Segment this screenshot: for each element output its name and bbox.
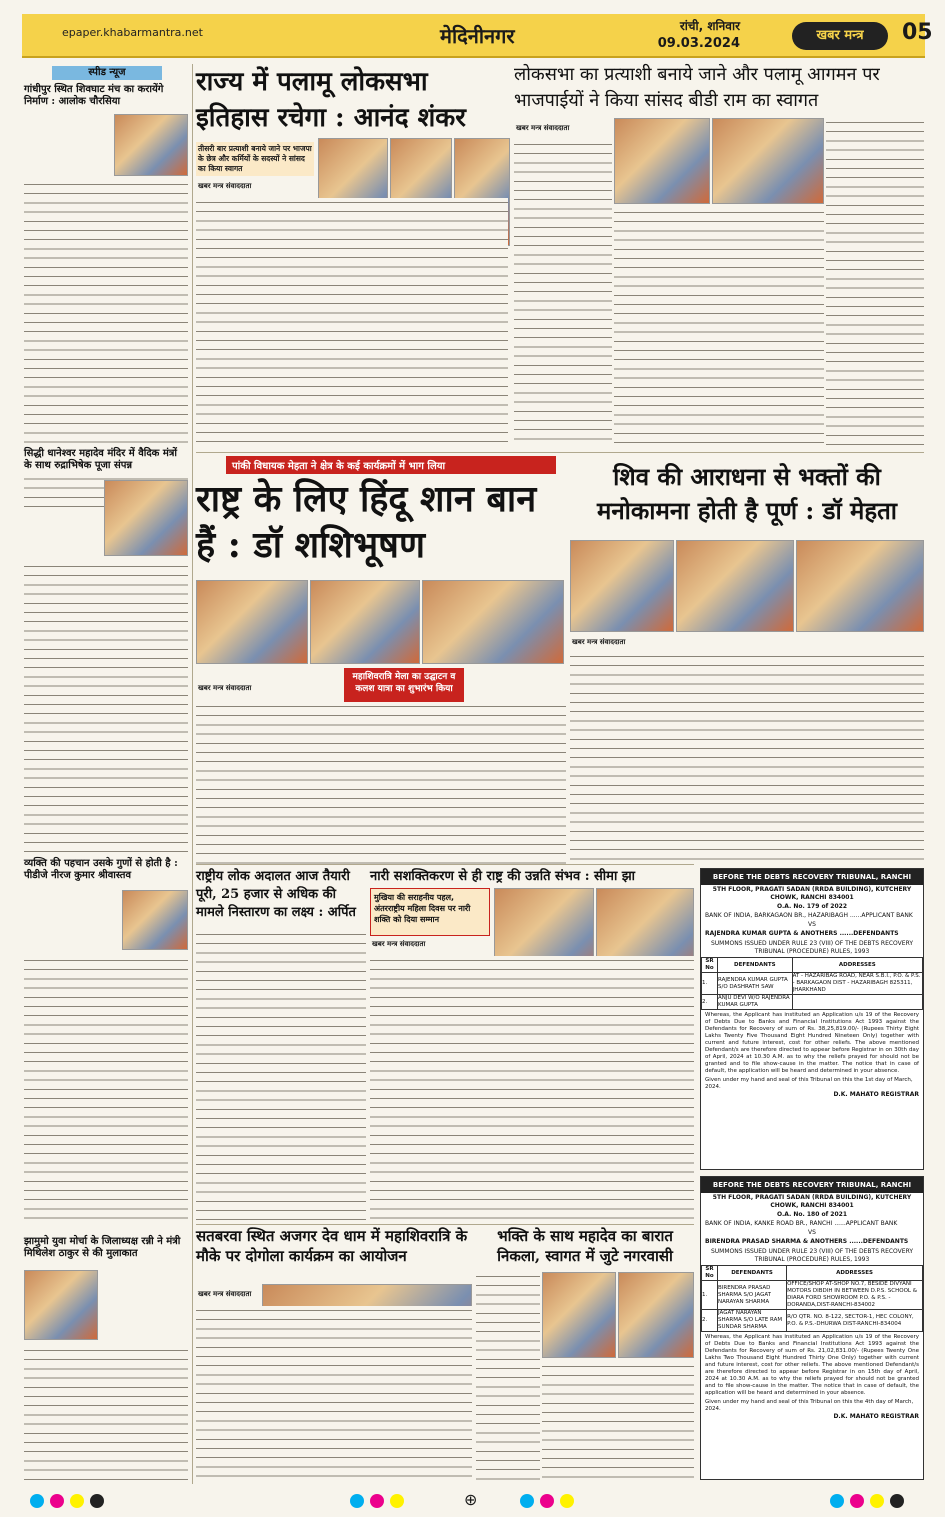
notice2-col-addr: ADDRESSES — [787, 1266, 923, 1281]
notice1-r1-def: RAJENDRA KUMAR GUPTA S/O DASHRATH SAW — [718, 973, 793, 995]
notice1-r2-addr — [792, 995, 922, 1010]
story4-headline: शिव की आराधना से भक्तों की मनोकामना होती है पूर्ण : डॉ मेहता — [596, 462, 898, 525]
sidebar-story-3-body — [24, 956, 188, 1226]
notice2-applicant: BANK OF INDIA, KANKE ROAD BR., RANCHI ......APPLICANT BANK — [705, 1220, 898, 1227]
sidebar-story-2-body — [24, 562, 188, 872]
notice2-r1-def: BIRENDRA PRASAD SHARMA S/O JAGAT NARAYAN SHARMA — [718, 1281, 787, 1310]
story1-subhead: तीसरी बार प्रत्याशी बनाये जाने पर भाजपा के छेत्र और कर्मियों के सदस्यों ने सांसद का किया स्वागत — [196, 142, 314, 176]
notice1-address: 5TH FLOOR, PRAGATI SADAN (RRDA BUILDING), KUTCHERY CHOWK, RANCHI 834001 — [712, 886, 912, 901]
notice1-vs: VS — [808, 921, 816, 928]
story2-body-3 — [826, 118, 924, 446]
story4-body — [570, 652, 924, 864]
story2-photo-2 — [712, 118, 824, 204]
print-registration-marks — [0, 1490, 945, 1512]
story8-photo-1 — [542, 1272, 616, 1358]
story3-photo-2 — [310, 580, 420, 664]
notice2-address: 5TH FLOOR, PRAGATI SADAN (RRDA BUILDING), KUTCHERY CHOWK, RANCHI 834001 — [712, 1194, 912, 1209]
story5-headline: राष्ट्रीय लोक अदालत आज तैयारी पूरी, 25 हजार से अधिक की मामले निस्तारण का लक्ष्य : अर्पित — [196, 869, 356, 920]
story1-byline: खबर मन्त्र संवाददाता — [198, 182, 252, 190]
issue-date: 09.03.2024 — [657, 36, 740, 51]
edition-name: मेदिनीनगर — [440, 24, 515, 48]
sidebar-photo-2 — [104, 480, 188, 556]
sidebar-story-1-body — [24, 116, 110, 176]
legal-notice-1 — [700, 868, 924, 1170]
story3-headline: राष्ट्र के लिए हिंदू शान बान हैं : डॉ शशिभूषण — [196, 478, 537, 566]
notice1-summons: SUMMONS ISSUED UNDER RULE 23 (VIII) OF THE DEBTS RECOVERY TRIBUNAL (PROCEDURE) RULES, 1993 — [710, 940, 914, 955]
sidebar-story-1-title: गांधीपुर स्थित शिवघाट मंच का करायेंगे निर्माण : आलोक चौरसिया — [24, 84, 164, 107]
story6-body — [370, 956, 694, 1220]
sidebar-photo-3 — [122, 890, 188, 950]
sidebar-story-2-title: सिद्धी धानेश्वर महादेव मंदिर में वैदिक मंत्रों के साथ रुद्राभिषेक पूजा संपन्न — [24, 448, 188, 472]
notice1-defendants: RAJENDRA KUMAR GUPTA & ANOTHERS ......DEFENDANTS — [705, 930, 899, 937]
sidebar — [22, 64, 190, 1484]
story2-headline: लोकसभा का प्रत्याशी बनाये जाने और पलामू आगमन पर भाजपाईयों ने किया सांसद बीडी राम का स्वागत — [514, 64, 880, 111]
story1-headline: राज्य में पलामू लोकसभा इतिहास रचेगा : आनंद शंकर — [196, 67, 466, 133]
notice2-r2-def: JAGAT NARAYAN SHARMA S/O LATE RAM SUNDAR SHARMA — [718, 1310, 787, 1332]
story4-photo-2 — [676, 540, 794, 632]
row-divider-2 — [196, 864, 694, 865]
story4-byline: खबर मन्त्र संवाददाता — [572, 638, 626, 646]
story4-photo-1 — [570, 540, 674, 632]
notice2-heading: BEFORE THE DEBTS RECOVERY TRIBUNAL, RANCHI — [701, 1177, 923, 1193]
story7-body — [196, 1306, 472, 1480]
notice1-r2-sr: 2. — [702, 995, 718, 1010]
notice1-oa: O.A. No. 179 of 2022 — [776, 903, 848, 910]
notice1-col-def: DEFENDANTS — [718, 958, 793, 973]
sidebar-story-4-body — [24, 1346, 188, 1482]
notice1-col-addr: ADDRESSES — [792, 958, 922, 973]
story5-body — [196, 930, 366, 1220]
story2-body-1 — [514, 140, 612, 446]
story7-byline: खबर मन्त्र संवाददाता — [198, 1290, 252, 1298]
notice2-col-sr: SR No — [702, 1266, 718, 1281]
notice2-signature: D.K. MAHATO REGISTRAR — [833, 1413, 919, 1420]
notice1-r2-def: ANJU DEVI W/O RAJENDRA KUMAR GUPTA — [718, 995, 793, 1010]
notice1-r1-addr: AT - HAZARIBAG ROAD, NEAR S.B.I., P.O. & P.S. - BARKAGAON DIST - HAZARIBAGH 825311, JHARKHAND — [792, 973, 921, 993]
city-day: रांची, शनिवार — [679, 19, 740, 33]
story3-kicker: पांकी विधायक मेहता ने क्षेत्र के कई कार्यक्रमों में भाग लिया — [226, 456, 556, 474]
story3-photo-1 — [196, 580, 308, 664]
notice1-r1-sr: 1. — [702, 973, 718, 995]
story2-body-2 — [614, 208, 824, 446]
row-divider-1 — [196, 452, 924, 453]
page-header — [22, 14, 933, 58]
notice1-applicant: BANK OF INDIA, BARKAGAON BR., HAZARIBAGH ......APPLICANT BANK — [705, 912, 913, 919]
story6-boxed-subhead: मुखिया की सराहनीय पहल, अंतरराष्ट्रीय महिला दिवस पर नारी शक्ति को दिया सम्मान — [370, 888, 490, 936]
site-url[interactable]: epaper.khabarmantra.net — [62, 26, 203, 39]
story6-headline: नारी सशक्तिकरण से ही राष्ट्र की उन्नति संभव : सीमा झा — [370, 869, 636, 884]
row-divider-3 — [196, 1224, 694, 1225]
legal-notice-2 — [700, 1176, 924, 1480]
story3-body — [196, 702, 566, 868]
story6-byline: खबर मन्त्र संवाददाता — [372, 940, 426, 948]
notice2-vs: VS — [808, 1229, 816, 1236]
notice2-r2-addr: R/O QTR. NO. 8-122, SECTOR-1, HEC COLONY, P.O. & P.S.-DHURWA DIST-RANCHI-834004 — [787, 1310, 923, 1332]
notice2-r1-sr: 1. — [702, 1281, 718, 1310]
story8-body-2 — [542, 1362, 694, 1480]
crosshair-icon: ⊕ — [464, 1490, 478, 1509]
sidebar-divider — [192, 64, 193, 1484]
story8-headline: भक्ति के साथ महादेव का बारात निकला, स्वागत में जुटे नगरवासी — [497, 1227, 673, 1265]
sidebar-story-3-title: व्यक्ति की पहचान उसके गुणों से होती है : पीडीजे नीरज कुमार श्रीवास्तव — [24, 858, 188, 882]
story3-photo-3 — [422, 580, 564, 664]
notice2-body: Whereas, the Applicant has instituted an Application u/s 19 of the Recovery of Debts Due to Banks and Financial Institutions Act 1993 against the Defendants for Recovery of sum of Rs. 21,02,831.00/- (Rupees Twenty One Lakhs Two Thousand Eight Hundred Thirty One Only) together with current and future interest, cost for other reliefs. The above mentioned Defendant/s are therefore directed to appear before Registrar in on 15th day of April, 2024 at 10.30 A.M. as to why the reliefs prayed for should not be granted and to file show-cause in the matter. The notice that in case of default, the application will be heard and determined in your absence. — [705, 1334, 919, 1396]
story4-photo-3 — [796, 540, 924, 632]
notice2-col-def: DEFENDANTS — [718, 1266, 787, 1281]
page-number: 05 — [902, 20, 933, 45]
story8-body — [476, 1272, 540, 1480]
sidebar-story-4-title: झामुमो युवा मोर्चा के जिलाध्यक्ष रन्नी ने मंत्री मिथिलेश ठाकुर से की मुलाकात — [24, 1236, 188, 1260]
story1-body — [196, 198, 508, 446]
sidebar-photo-1 — [114, 114, 188, 176]
notice2-given: Given under my hand and seal of this Tribunal on this the 4th day of March, 2024. — [705, 1399, 914, 1412]
notice2-r2-sr: 2. — [702, 1310, 718, 1332]
notice1-col-sr: SR No — [702, 958, 718, 973]
notice2-r1-addr: OFFICE/SHOP AT-SHOP NO.7, BESIDE DIVYANI MOTORS DIBDIH IN BETWEEN D.P.S. SCHOOL & DIARA FORD SHOWROOM P.O. & P.S. - DORANDA,DIST-RANCHI-834002 — [787, 1281, 923, 1310]
notice2-summons: SUMMONS ISSUED UNDER RULE 23 (VIII) OF THE DEBTS RECOVERY TRIBUNAL (PROCEDURE) RULES, 1993 — [710, 1248, 914, 1263]
notice1-body: Whereas, the Applicant has instituted an Application u/s 19 of the Recovery of Debts Due to Banks and Financial Institutions Act 1993 against the Defendants for Recovery of sum of Rs. 38,25,819.00/- (Rupees Thirty Eight Lakhs Twenty Five Thousand Eight Hundred Nineteen Only) together with current and future interest, cost for other reliefs. The above mentioned Defendant/s are therefore directed to appear before Registrar in on 30th day of April, 2024 at 10.30 A.M. as to why the reliefs prayed for should not be granted and to file show-cause in the matter. The notice that in case of default, the application will be heard and determined in your absence. — [705, 1012, 919, 1074]
notice1-given: Given under my hand and seal of this Tribunal on this the 1st day of March, 2024. — [705, 1077, 913, 1090]
story3-byline: खबर मन्त्र संवाददाता — [198, 684, 252, 692]
brand-logo: खबर मन्त्र — [792, 22, 888, 50]
story2-byline: खबर मन्त्र संवाददाता — [516, 124, 570, 132]
notice2-oa: O.A. No. 180 of 2021 — [776, 1211, 848, 1218]
notice1-signature: D.K. MAHATO REGISTRAR — [833, 1091, 919, 1098]
story2-photo-1 — [614, 118, 710, 204]
story3-boxed-subhead: महाशिवरात्रि मेला का उद्घाटन व कलश यात्रा का शुभारंभ किया — [344, 668, 464, 710]
notice1-heading: BEFORE THE DEBTS RECOVERY TRIBUNAL, RANCHI — [701, 869, 923, 885]
story8-photo-2 — [618, 1272, 694, 1358]
speed-news-badge: स्पीड न्यूज — [52, 66, 162, 80]
sidebar-photo-4 — [24, 1270, 98, 1340]
notice1-table — [701, 957, 923, 1010]
notice2-defendants: BIRENDRA PRASAD SHARMA & ANOTHERS ......DEFENDANTS — [705, 1238, 909, 1245]
story7-headline: सतबरवा स्थित अजगर देव धाम में महाशिवरात्रि के मौके पर दोगोला कार्यक्रम का आयोजन — [196, 1227, 468, 1265]
notice2-table — [701, 1265, 923, 1332]
